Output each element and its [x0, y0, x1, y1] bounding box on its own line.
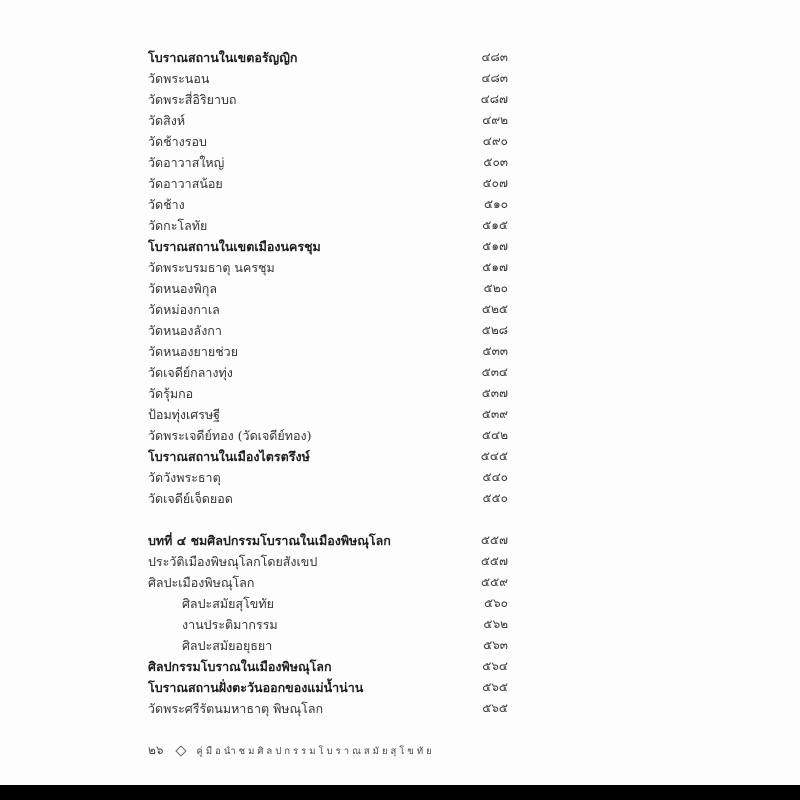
toc-entry-page: ๕๓๙ [481, 407, 508, 421]
toc-entry [148, 656, 508, 677]
toc-entry-label: วัดหนองพิกุล [148, 281, 218, 296]
toc-entry-label: วัดพระนอน [148, 71, 210, 86]
toc-entry-page: ๕๑๗ [482, 260, 508, 274]
toc-entry-page: ๔๘๓ [481, 71, 508, 85]
toc-entry-page: ๕๔๐ [482, 470, 508, 484]
toc-entry [148, 551, 508, 572]
toc-entry [148, 257, 508, 278]
toc-entry-page: ๕๓๗ [481, 386, 508, 400]
toc-entry-page: ๕๕๙ [481, 575, 508, 589]
toc-entry-label: วัดวังพระธาตุ [148, 470, 221, 485]
page-footer [148, 740, 435, 760]
toc-entry-page: ๕๒๘ [481, 323, 508, 337]
toc-entry [148, 467, 508, 488]
page-number: ๒๖ [148, 743, 164, 757]
toc-entry-page: ๕๒๕ [481, 302, 508, 316]
toc-entry [148, 278, 508, 299]
toc-entry-page: ๕๕๗ [480, 554, 508, 568]
toc-entry-page: ๕๐๗ [482, 176, 508, 190]
toc-entry-label: วัดกะโลทัย [148, 218, 208, 233]
toc-entry-label: โบราณสถานฝั่งตะวันออกของแม่น้ำน่าน [148, 680, 364, 695]
toc-entry-page: ๔๙๒ [482, 113, 508, 127]
toc-entry [148, 698, 508, 719]
toc-entry-label: บทที่ ๔ ชมศิลปกรรมโบราณในเมืองพิษณุโลก [148, 533, 391, 548]
toc-entry [148, 173, 508, 194]
toc-entry-page: ๕๔๒ [481, 428, 508, 442]
toc-entry-page: ๕๐๓ [483, 155, 508, 169]
toc-entry-page: ๕๖๔ [482, 659, 508, 673]
toc-entry [148, 677, 508, 698]
diamond-ornament-icon [175, 745, 186, 756]
toc-entry [148, 194, 508, 215]
toc-entry-label: วัดพระศรีรัตนมหาธาตุ พิษณุโลก [148, 701, 324, 716]
toc-entry [148, 530, 508, 551]
toc-entry [148, 110, 508, 131]
toc-entry-label: วัดเจดีย์กลางทุ่ง [148, 365, 233, 380]
toc-entry-page: ๕๓๓ [482, 344, 508, 358]
toc-entry-page: ๕๖๕ [482, 701, 508, 715]
toc-entry-page: ๔๘๗ [480, 92, 508, 106]
toc-entry [148, 404, 508, 425]
toc-entry [148, 89, 508, 110]
toc-entry [148, 299, 508, 320]
toc-entry-page: ๕๔๕ [480, 449, 508, 463]
toc-entry-label: วัดช้าง [148, 197, 185, 212]
toc-entry [148, 68, 508, 89]
toc-entry-label: วัดพระเจดีย์ทอง (วัดเจดีย์ทอง) [148, 428, 312, 443]
toc-entry-page: ๕๕๐ [482, 491, 508, 505]
toc-entry-label: ศิลปะสมัยสุโขทัย [182, 596, 274, 611]
toc-entry-page: ๕๖๕ [482, 680, 508, 694]
toc-entry [148, 572, 508, 593]
toc-entry-label: วัดรุ้มกอ [148, 386, 194, 401]
toc-entry-page: ๕๑๕ [482, 218, 508, 232]
toc-entry-label: วัดหนองยายช่วย [148, 344, 239, 359]
toc-entry-label: ศิลปะเมืองพิษณุโลก [148, 575, 255, 590]
toc-entry [148, 446, 508, 467]
toc-entry-label: โบราณสถานในเขตอรัญญิก [148, 50, 298, 65]
toc-entry [148, 215, 508, 236]
toc-entry-page: ๕๑๐ [483, 197, 508, 211]
toc-entry-label: ศิลปะสมัยอยุธยา [182, 638, 273, 653]
toc-entry [148, 341, 508, 362]
bottom-black-bar [0, 785, 800, 800]
toc-entry-page: ๕๒๐ [483, 281, 508, 295]
toc-entry-label: วัดหม่องกาเล [148, 302, 220, 317]
toc-entry-label: วัดพระสี่อิริยาบถ [148, 92, 237, 107]
toc-entry-page: ๕๖๐ [483, 596, 508, 610]
toc-entry-page: ๕๑๗ [482, 239, 508, 253]
toc-entry [148, 593, 508, 614]
table-of-contents [148, 47, 508, 719]
toc-entry-page: ๕๕๗ [480, 533, 508, 547]
toc-entry [148, 236, 508, 257]
toc-entry-label: โบราณสถานในเขตเมืองนครชุม [148, 239, 321, 254]
toc-entry [148, 635, 508, 656]
toc-entry [148, 152, 508, 173]
toc-entry [148, 425, 508, 446]
toc-entry-page: ๕๖๒ [483, 617, 508, 631]
toc-entry-page: ๕๖๓ [483, 638, 508, 652]
toc-entry [148, 131, 508, 152]
toc-entry [148, 383, 508, 404]
toc-entry-label: วัดเจดีย์เจ็ดยอด [148, 491, 233, 506]
toc-entry [148, 362, 508, 383]
toc-entry-page: ๕๓๔ [481, 365, 508, 379]
toc-entry-label: วัดสิงห์ [148, 113, 186, 128]
toc-entry-label: วัดอาวาสน้อย [148, 176, 223, 191]
toc-entry-label: ประวัติเมืองพิษณุโลกโดยสังเขป [148, 554, 318, 569]
toc-entry [148, 320, 508, 341]
toc-entry-label: วัดพระบรมธาตุ นครชุม [148, 260, 275, 275]
toc-entry-label: ศิลปกรรมโบราณในเมืองพิษณุโลก [148, 659, 332, 674]
toc-entry-page: ๔๙๐ [482, 134, 508, 148]
toc-entry-label: วัดหนองลังกา [148, 323, 222, 338]
toc-entry-label: วัดอาวาสใหญ่ [148, 155, 225, 170]
book-title: คู่มือนำชมศิลปกรรมโบราณสมัยสุโขทัย [196, 746, 435, 757]
toc-entry-label: วัดช้างรอบ [148, 134, 207, 149]
toc-entry-label: โบราณสถานในเมืองไตรตรึงษ์ [148, 449, 310, 464]
toc-entry-label: ป้อมทุ่งเศรษฐี [148, 407, 221, 422]
toc-entry [148, 614, 508, 635]
toc-entry-page: ๔๘๓ [481, 50, 508, 64]
toc-entry-label: งานประติมากรรม [182, 617, 278, 632]
toc-entry [148, 488, 508, 509]
toc-entry [148, 47, 508, 68]
